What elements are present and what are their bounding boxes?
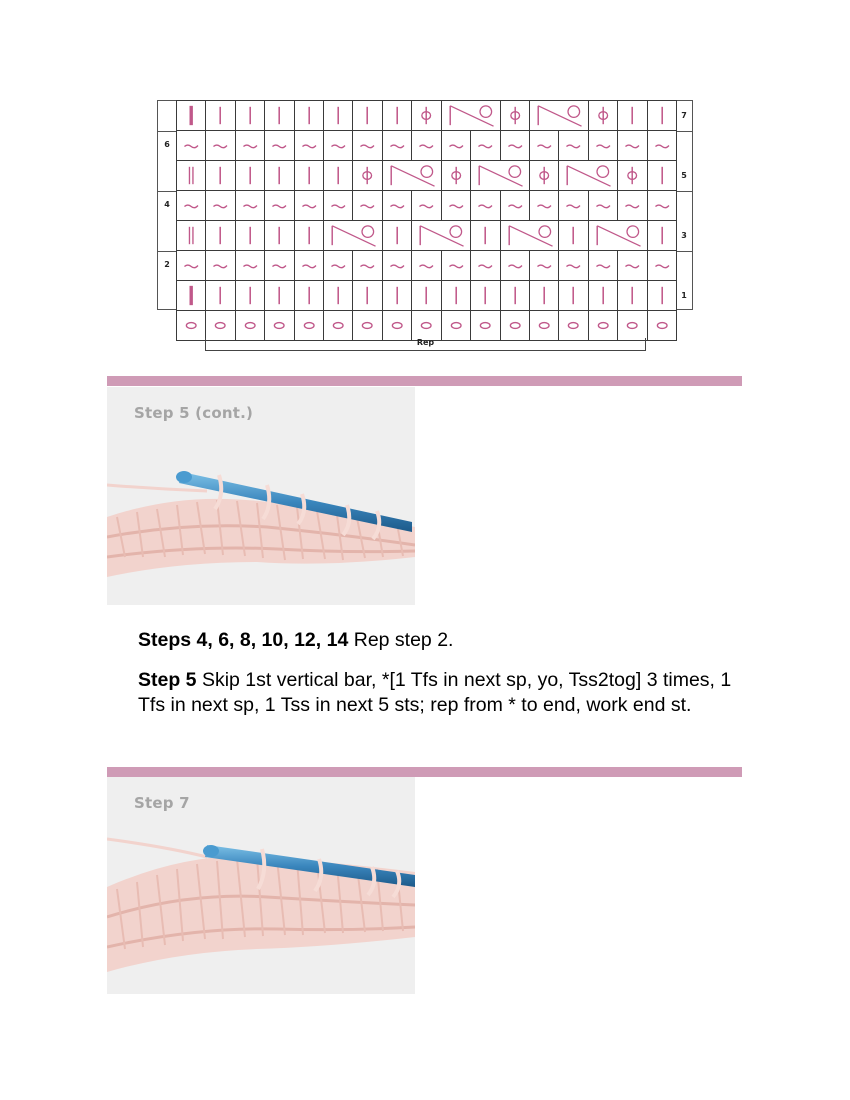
tilde-icon	[412, 251, 440, 280]
tilde-icon	[206, 251, 234, 280]
oval-icon	[589, 311, 617, 340]
repeat-bracket	[205, 338, 646, 351]
chart-cell-tilde	[352, 250, 382, 281]
thick-bar-icon	[177, 281, 205, 310]
phi-icon	[589, 101, 617, 130]
chart-cell-tilde	[352, 130, 382, 161]
phi-icon	[618, 161, 646, 190]
tilde-icon	[265, 131, 293, 160]
chart-cell-tilde	[441, 130, 471, 161]
chart-cell-tilde	[294, 190, 324, 221]
tilde-icon	[324, 191, 352, 220]
chart-cell-bar	[647, 100, 677, 131]
tilde-icon	[177, 191, 205, 220]
bar-icon	[265, 161, 293, 190]
oval-icon	[383, 311, 411, 340]
chart-cell-diag-circle	[470, 160, 530, 191]
tilde-icon	[412, 131, 440, 160]
chart-cell-tilde	[617, 190, 647, 221]
chart-cell-bar	[647, 220, 677, 251]
tilde-icon	[295, 251, 323, 280]
label-divider	[158, 251, 176, 252]
chart-cell-bar	[411, 280, 441, 311]
chart-cell-bar	[617, 100, 647, 131]
oval-icon	[648, 311, 676, 340]
chart-cell-tilde	[411, 190, 441, 221]
chart-cell-tilde	[441, 190, 471, 221]
chart-cell-double-bar	[176, 220, 206, 251]
phi-icon	[501, 101, 529, 130]
chart-cell-tilde	[235, 190, 265, 221]
phi-icon	[442, 161, 470, 190]
oval-icon	[442, 311, 470, 340]
photo-caption: Step 7	[134, 794, 190, 812]
oval-icon	[471, 311, 499, 340]
chart-cell-tilde	[470, 250, 500, 281]
chart-cell-bar	[235, 220, 265, 251]
chart-cell-bar	[323, 160, 353, 191]
tilde-icon	[530, 251, 558, 280]
chart-cell-phi	[588, 100, 618, 131]
oval-icon	[324, 311, 352, 340]
chart-cell-bar	[205, 220, 235, 251]
chart-cell-oval	[558, 310, 588, 341]
bar-icon	[559, 281, 587, 310]
chart-cell-tilde	[558, 190, 588, 221]
chart-cell-tilde	[323, 190, 353, 221]
chart-cell-thick-bar	[176, 280, 206, 311]
chart-cell-oval	[411, 310, 441, 341]
chart-cell-tilde	[235, 130, 265, 161]
chart-cell-oval	[500, 310, 530, 341]
chart-cell-bar	[617, 280, 647, 311]
chart-cell-tilde	[323, 130, 353, 161]
step-photo	[107, 777, 415, 994]
diag-circle-icon	[530, 101, 588, 130]
tilde-icon	[530, 191, 558, 220]
chart-cell-bar	[382, 220, 412, 251]
tilde-icon	[648, 251, 676, 280]
row-number-label: 4	[164, 200, 170, 209]
chart-cell-tilde	[411, 130, 441, 161]
tilde-icon	[265, 191, 293, 220]
diag-circle-icon	[559, 161, 617, 190]
chart-cell-tilde	[176, 130, 206, 161]
chart-cell-bar	[382, 280, 412, 311]
tilde-icon	[501, 131, 529, 160]
chart-cell-tilde	[382, 190, 412, 221]
chart-cell-oval	[441, 310, 471, 341]
chart-cell-tilde	[264, 250, 294, 281]
bar-icon	[471, 281, 499, 310]
chart-cell-tilde	[294, 250, 324, 281]
oval-icon	[501, 311, 529, 340]
double-bar-icon	[177, 161, 205, 190]
chart-cell-bar	[558, 280, 588, 311]
photo-caption: Step 5 (cont.)	[134, 404, 254, 422]
label-divider	[676, 131, 692, 132]
diag-circle-icon	[471, 161, 529, 190]
tilde-icon	[501, 251, 529, 280]
bar-icon	[206, 221, 234, 250]
tilde-icon	[589, 251, 617, 280]
row-number-label: 1	[681, 291, 687, 300]
chart-cell-oval	[588, 310, 618, 341]
bar-icon	[530, 281, 558, 310]
diag-circle-icon	[383, 161, 441, 190]
chart-cell-bar	[264, 280, 294, 311]
chart-cell-bar	[205, 280, 235, 311]
row-number-label: 6	[164, 140, 170, 149]
chart-cell-tilde	[647, 250, 677, 281]
bar-icon	[324, 161, 352, 190]
chart-cell-tilde	[647, 130, 677, 161]
chart-cell-bar	[294, 100, 324, 131]
tilde-icon	[501, 191, 529, 220]
chart-cell-bar	[323, 100, 353, 131]
chart-cell-bar	[500, 280, 530, 311]
phi-icon	[353, 161, 381, 190]
tilde-icon	[295, 191, 323, 220]
tilde-icon	[442, 191, 470, 220]
chart-cell-oval	[205, 310, 235, 341]
chart-cell-tilde	[617, 130, 647, 161]
phi-icon	[412, 101, 440, 130]
bar-icon	[501, 281, 529, 310]
tilde-icon	[442, 131, 470, 160]
bar-icon	[295, 161, 323, 190]
oval-icon	[295, 311, 323, 340]
chart-cell-tilde	[352, 190, 382, 221]
chart-cell-double-bar	[176, 160, 206, 191]
chart-cell-tilde	[264, 130, 294, 161]
tilde-icon	[383, 191, 411, 220]
chart-cell-diag-circle	[382, 160, 442, 191]
chart-cell-phi	[500, 100, 530, 131]
chart-cell-oval	[470, 310, 500, 341]
chart-cell-bar	[205, 160, 235, 191]
bar-icon	[206, 281, 234, 310]
chart-cell-tilde	[558, 250, 588, 281]
chart-cell-bar	[205, 100, 235, 131]
diag-circle-icon	[324, 221, 382, 250]
chart-cell-tilde	[382, 130, 412, 161]
chart-cell-tilde	[558, 130, 588, 161]
diag-circle-icon	[589, 221, 647, 250]
chart-cell-bar	[647, 280, 677, 311]
tilde-icon	[618, 191, 646, 220]
tilde-icon	[236, 251, 264, 280]
bar-icon	[206, 101, 234, 130]
bar-icon	[471, 221, 499, 250]
chart-cell-diag-circle	[529, 100, 589, 131]
chart-cell-bar	[470, 220, 500, 251]
tilde-icon	[324, 251, 352, 280]
chart-cell-bar	[588, 280, 618, 311]
chart-grid	[176, 100, 676, 338]
chart-cell-oval	[235, 310, 265, 341]
phi-icon	[530, 161, 558, 190]
bar-icon	[648, 221, 676, 250]
step-photo	[107, 387, 415, 605]
oval-icon	[618, 311, 646, 340]
chart-cell-oval	[617, 310, 647, 341]
chart-cell-tilde	[323, 250, 353, 281]
chart-cell-diag-circle	[500, 220, 560, 251]
section-divider	[107, 376, 742, 386]
chart-cell-tilde	[500, 130, 530, 161]
chart-cell-tilde	[529, 250, 559, 281]
chart-cell-diag-circle	[588, 220, 648, 251]
tilde-icon	[324, 131, 352, 160]
chart-cell-tilde	[264, 190, 294, 221]
chart-cell-phi	[441, 160, 471, 191]
bar-icon	[618, 101, 646, 130]
tilde-icon	[206, 191, 234, 220]
diag-circle-icon	[501, 221, 559, 250]
tilde-icon	[353, 191, 381, 220]
chart-cell-bar	[264, 220, 294, 251]
tilde-icon	[265, 251, 293, 280]
chart-cell-bar	[294, 160, 324, 191]
chart-cell-phi	[352, 160, 382, 191]
oval-icon	[353, 311, 381, 340]
chart-cell-tilde	[470, 130, 500, 161]
double-bar-icon	[177, 221, 205, 250]
chart-cell-tilde	[617, 250, 647, 281]
chart-cell-oval	[176, 310, 206, 341]
instruction-paragraph	[138, 628, 748, 653]
chart-cell-diag-circle	[323, 220, 383, 251]
bar-icon	[648, 101, 676, 130]
chart-cell-bar	[294, 220, 324, 251]
bar-icon	[559, 221, 587, 250]
bar-icon	[618, 281, 646, 310]
bar-icon	[265, 281, 293, 310]
bar-icon	[383, 101, 411, 130]
chart-cell-oval	[264, 310, 294, 341]
section-divider	[107, 767, 742, 777]
tilde-icon	[648, 191, 676, 220]
diag-circle-icon	[412, 221, 470, 250]
chart-cell-tilde	[205, 130, 235, 161]
tilde-icon	[206, 131, 234, 160]
chart-cell-diag-circle	[441, 100, 501, 131]
chart-cell-tilde	[294, 130, 324, 161]
tilde-icon	[559, 131, 587, 160]
tilde-icon	[471, 191, 499, 220]
chart-cell-bar	[470, 280, 500, 311]
chart-cell-oval	[529, 310, 559, 341]
chart-cell-tilde	[205, 250, 235, 281]
bar-icon	[265, 101, 293, 130]
chart-cell-diag-circle	[411, 220, 471, 251]
chart-cell-tilde	[205, 190, 235, 221]
bar-icon	[383, 281, 411, 310]
chart-cell-oval	[647, 310, 677, 341]
chart-cell-tilde	[176, 190, 206, 221]
chart-cell-bar	[558, 220, 588, 251]
bar-icon	[589, 281, 617, 310]
row-number-label: 7	[681, 111, 687, 120]
chart-cell-tilde	[529, 130, 559, 161]
chart-cell-bar	[529, 280, 559, 311]
bar-icon	[206, 161, 234, 190]
chart-cell-phi	[617, 160, 647, 191]
row-number-label: 3	[681, 231, 687, 240]
chart-cell-diag-circle	[558, 160, 618, 191]
chart-cell-bar	[294, 280, 324, 311]
chart-cell-tilde	[411, 250, 441, 281]
tilde-icon	[589, 191, 617, 220]
chart-cell-bar	[323, 280, 353, 311]
oval-icon	[559, 311, 587, 340]
bar-icon	[236, 101, 264, 130]
oval-icon	[177, 311, 205, 340]
bar-icon	[324, 101, 352, 130]
chart-cell-bar	[382, 100, 412, 131]
chart-cell-tilde	[588, 190, 618, 221]
bar-icon	[295, 281, 323, 310]
tilde-icon	[648, 131, 676, 160]
chart-cell-oval	[352, 310, 382, 341]
bar-icon	[442, 281, 470, 310]
step-heading: Step 5	[138, 669, 197, 691]
chart-cell-oval	[294, 310, 324, 341]
chart-cell-tilde	[529, 190, 559, 221]
oval-icon	[206, 311, 234, 340]
bar-icon	[353, 281, 381, 310]
bar-icon	[353, 101, 381, 130]
tilde-icon	[618, 251, 646, 280]
tilde-icon	[589, 131, 617, 160]
instruction-paragraph	[138, 668, 748, 718]
tilde-icon	[412, 191, 440, 220]
chart-cell-bar	[235, 280, 265, 311]
bar-icon	[236, 221, 264, 250]
chart-cell-tilde	[470, 190, 500, 221]
chart-cell-tilde	[647, 190, 677, 221]
bar-icon	[265, 221, 293, 250]
step-heading: Steps 4, 6, 8, 10, 12, 14	[138, 629, 349, 651]
left-row-labels	[157, 100, 177, 310]
label-divider	[676, 191, 692, 192]
right-row-labels	[675, 100, 693, 310]
bar-icon	[236, 161, 264, 190]
chart-cell-tilde	[176, 250, 206, 281]
tilde-icon	[442, 251, 470, 280]
oval-icon	[236, 311, 264, 340]
tilde-icon	[383, 251, 411, 280]
chart-cell-bar	[352, 280, 382, 311]
chart-cell-bar	[441, 280, 471, 311]
chart-cell-bar	[235, 100, 265, 131]
chart-cell-tilde	[235, 250, 265, 281]
tilde-icon	[236, 131, 264, 160]
bar-icon	[295, 221, 323, 250]
tilde-icon	[177, 251, 205, 280]
bar-icon	[412, 281, 440, 310]
step-text: Skip 1st vertical bar, *[1 Tfs in next sp, yo, Tss2tog] 3 times, 1 Tfs in next sp, 1 Tss in next 5 sts; rep from * to end, work end st.	[138, 669, 732, 716]
chart-cell-phi	[411, 100, 441, 131]
chart-cell-phi	[529, 160, 559, 191]
tilde-icon	[559, 251, 587, 280]
bar-icon	[648, 161, 676, 190]
tilde-icon	[353, 131, 381, 160]
chart-cell-bar	[352, 100, 382, 131]
chart-cell-bar	[647, 160, 677, 191]
chart-cell-bar	[264, 100, 294, 131]
chart-cell-oval	[382, 310, 412, 341]
tilde-icon	[353, 251, 381, 280]
chart-cell-tilde	[382, 250, 412, 281]
stitch-chart	[157, 100, 694, 352]
tilde-icon	[295, 131, 323, 160]
row-number-label: 5	[681, 171, 687, 180]
chart-cell-thick-bar	[176, 100, 206, 131]
label-divider	[158, 191, 176, 192]
step-text: Rep step 2.	[348, 629, 454, 651]
label-divider	[676, 251, 692, 252]
tilde-icon	[383, 131, 411, 160]
bar-icon	[648, 281, 676, 310]
diag-circle-icon	[442, 101, 500, 130]
oval-icon	[412, 311, 440, 340]
bar-icon	[324, 281, 352, 310]
label-divider	[158, 131, 176, 132]
chart-cell-tilde	[500, 190, 530, 221]
bar-icon	[295, 101, 323, 130]
tilde-icon	[618, 131, 646, 160]
tilde-icon	[471, 251, 499, 280]
chart-cell-tilde	[588, 130, 618, 161]
oval-icon	[530, 311, 558, 340]
chart-cell-oval	[323, 310, 353, 341]
tilde-icon	[530, 131, 558, 160]
chart-cell-bar	[264, 160, 294, 191]
tilde-icon	[236, 191, 264, 220]
bar-icon	[383, 221, 411, 250]
repeat-label: Rep	[416, 338, 435, 347]
row-number-label: 2	[164, 260, 170, 269]
oval-icon	[265, 311, 293, 340]
tilde-icon	[471, 131, 499, 160]
bar-icon	[236, 281, 264, 310]
tilde-icon	[559, 191, 587, 220]
chart-cell-tilde	[441, 250, 471, 281]
tilde-icon	[177, 131, 205, 160]
chart-cell-tilde	[588, 250, 618, 281]
chart-cell-tilde	[500, 250, 530, 281]
chart-cell-bar	[235, 160, 265, 191]
thick-bar-icon	[177, 101, 205, 130]
